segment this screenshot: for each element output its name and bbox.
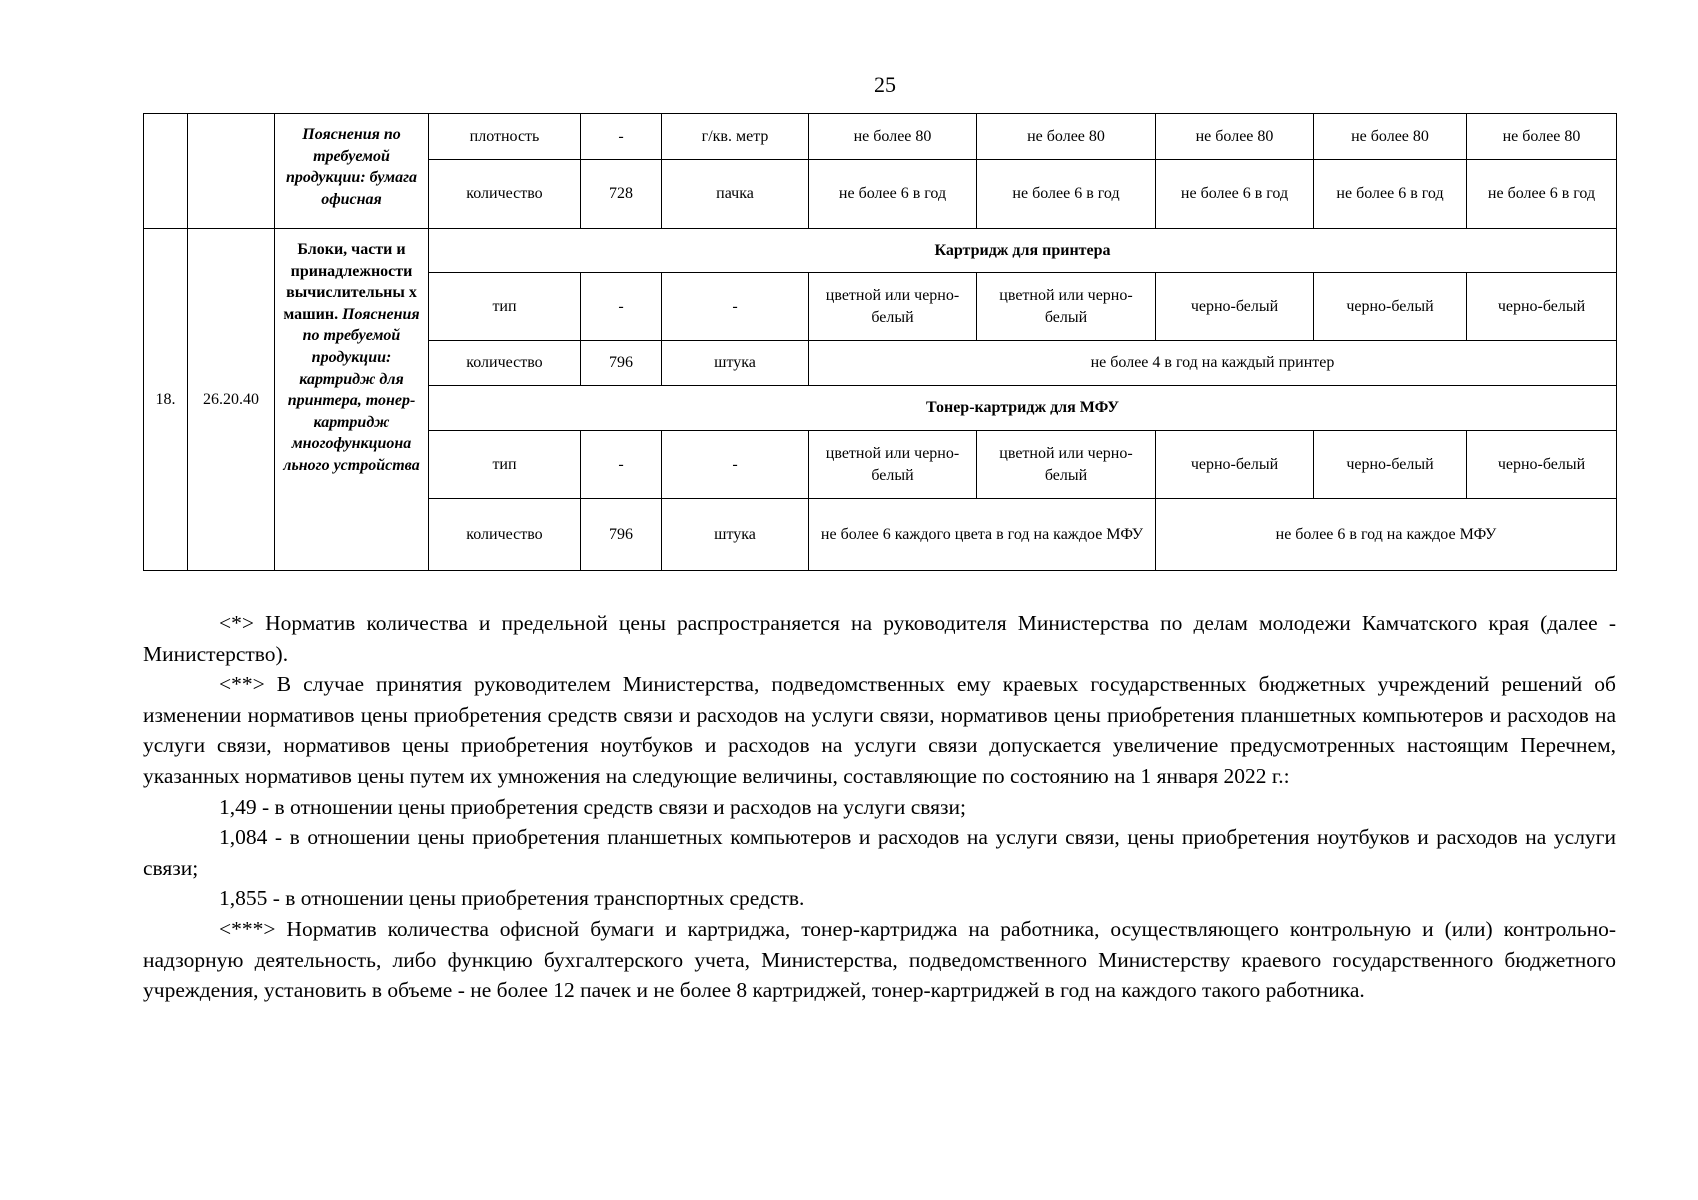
- unit-name-cell: -: [662, 273, 809, 341]
- product-explanation-cell: [275, 229, 429, 571]
- value-cell: черно-белый: [1156, 431, 1314, 499]
- value-cell: не более 6 в год: [809, 160, 977, 229]
- section-heading: Картридж для принтера: [429, 229, 1617, 273]
- value-cell: не более 4 в год на каждый принтер: [809, 341, 1617, 386]
- characteristic-cell: тип: [429, 273, 581, 341]
- characteristic-cell: плотность: [429, 114, 581, 160]
- value-cell: не более 6 в год на каждое МФУ: [1156, 499, 1617, 571]
- okpd-code-cell: 26.20.40: [188, 229, 275, 571]
- value-cell: не более 80: [1156, 114, 1314, 160]
- value-cell: цветной или черно-белый: [977, 431, 1156, 499]
- table-row: [144, 114, 1617, 160]
- value-cell: не более 80: [977, 114, 1156, 160]
- footnotes: [143, 608, 1616, 1006]
- unit-name-cell: штука: [662, 499, 809, 571]
- footnote-paragraph: 1,49 - в отношении цены приобретения средств связи и расходов на услуги связи;: [219, 794, 967, 819]
- okpd-code-cell: [188, 114, 275, 229]
- unit-name-cell: г/кв. метр: [662, 114, 809, 160]
- product-explanation-cell: Пояснения по требуемой продукции: бумага офисная: [275, 114, 429, 229]
- value-cell: не более 6 в год: [977, 160, 1156, 229]
- value-cell: цветной или черно-белый: [809, 431, 977, 499]
- table-row: [144, 229, 1617, 273]
- value-cell: черно-белый: [1467, 273, 1617, 341]
- characteristic-cell: тип: [429, 431, 581, 499]
- product-explanation: Пояснения по требуемой продукции: картридж для принтера, тонер-картридж многофункциона льного устройства: [283, 305, 420, 474]
- row-number-cell: 18.: [144, 229, 188, 571]
- footnote-paragraph: 1,084 - в отношении цены приобретения планшетных компьютеров и расходов на услуги связи, цены приобретения ноутбуков и расходов на услуги связи;: [143, 825, 1616, 880]
- unit-name-cell: штука: [662, 341, 809, 386]
- footnote-paragraph: <*> Норматив количества и предельной цены распространяется на руководителя Министерства по делам молодежи Камчатского края (далее - Министерство).: [143, 611, 1616, 666]
- unit-name-cell: пачка: [662, 160, 809, 229]
- value-cell: черно-белый: [1467, 431, 1617, 499]
- value-cell: черно-белый: [1314, 431, 1467, 499]
- footnote-paragraph: <**> В случае принятия руководителем Министерства, подведомственных ему краевых государственных бюджетных учреждений решений об изменении нормативов цены приобретения средств связи и расходов на услуги связи, нормативов цены приобретения планшетных компьютеров и расходов на услуги связи, нормативов цены приобретения ноутбуков и расходов на услуги связи допускается увеличение предусмотренных настоящим Перечнем, указанных нормативов цены путем их умножения на следующие величины, составляющие по состоянию на 1 января 2022 г.:: [143, 672, 1616, 788]
- norms-table: [143, 113, 1617, 571]
- value-cell: не более 6 в год: [1156, 160, 1314, 229]
- footnote-paragraph: 1,855 - в отношении цены приобретения транспортных средств.: [219, 886, 805, 911]
- value-cell: цветной или черно-белый: [977, 273, 1156, 341]
- characteristic-cell: количество: [429, 160, 581, 229]
- value-cell: черно-белый: [1314, 273, 1467, 341]
- row-number-cell: [144, 114, 188, 229]
- value-cell: черно-белый: [1156, 273, 1314, 341]
- section-heading: Тонер-картридж для МФУ: [429, 386, 1617, 431]
- unit-code-cell: -: [581, 114, 662, 160]
- value-cell: цветной или черно-белый: [809, 273, 977, 341]
- characteristic-cell: количество: [429, 341, 581, 386]
- page-number: 25: [874, 72, 896, 97]
- value-cell: не более 80: [1467, 114, 1617, 160]
- unit-code-cell: 728: [581, 160, 662, 229]
- value-cell: не более 80: [809, 114, 977, 160]
- footnote-paragraph: <***> Норматив количества офисной бумаги и картриджа, тонер-картриджа на работника, осуществляющего контрольную и (или) контрольно-надзорную деятельность, либо функцию бухгалтерского учета, Министерства, подведомственного Министерству краевого государственного бюджетного учреждения, установить в объеме - не более 12 пачек и не более 8 картриджей, тонер-картриджей в год на каждого такого работника.: [143, 916, 1616, 1003]
- unit-code-cell: 796: [581, 499, 662, 571]
- value-cell: не более 6 в год: [1314, 160, 1467, 229]
- value-cell: не более 6 каждого цвета в год на каждое МФУ: [809, 499, 1156, 571]
- unit-code-cell: -: [581, 273, 662, 341]
- product-name: Блоки, части и принадлежности вычислительны х машин.: [283, 241, 417, 323]
- characteristic-cell: количество: [429, 499, 581, 571]
- value-cell: не более 80: [1314, 114, 1467, 160]
- unit-name-cell: -: [662, 431, 809, 499]
- unit-code-cell: 796: [581, 341, 662, 386]
- unit-code-cell: -: [581, 431, 662, 499]
- value-cell: не более 6 в год: [1467, 160, 1617, 229]
